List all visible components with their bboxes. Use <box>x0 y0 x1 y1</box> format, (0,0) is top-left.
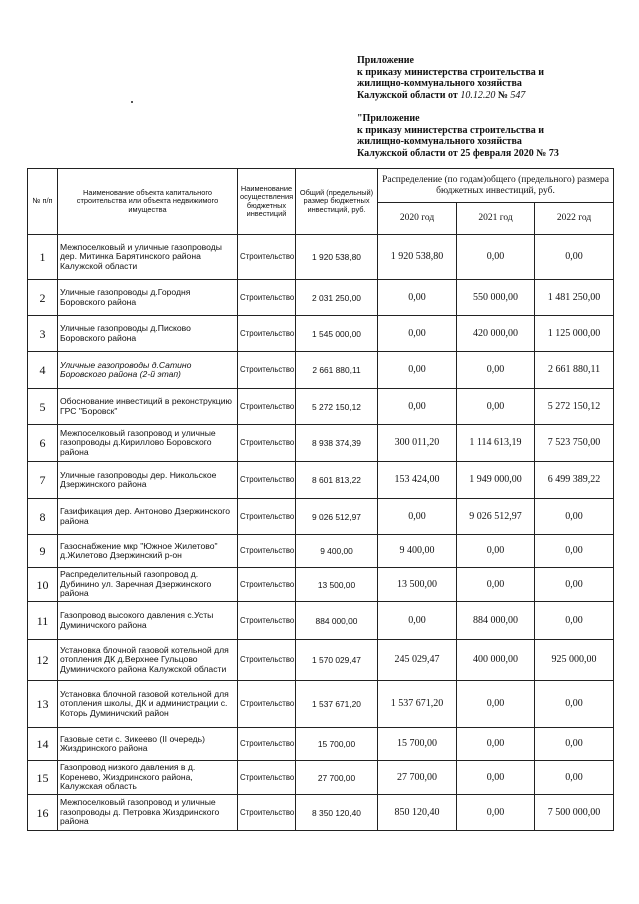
investment-type: Строительство <box>238 535 296 568</box>
col-header-type: Наименование осуществления бюджетных инвестиций <box>238 169 296 235</box>
total-amount: 2 031 250,00 <box>296 280 378 316</box>
amount-2022: 0,00 <box>535 681 614 728</box>
investment-type: Строительство <box>238 462 296 499</box>
amount-2021: 884 000,00 <box>457 602 535 640</box>
row-number: 7 <box>28 462 58 499</box>
object-name: Распределительный газопровод д. Дубинино ул. Заречная Дзержинского района <box>58 568 238 602</box>
investment-type: Строительство <box>238 316 296 352</box>
investment-type: Строительство <box>238 425 296 462</box>
handwritten-number: 547 <box>510 89 526 101</box>
investment-type: Строительство <box>238 761 296 795</box>
amount-2022: 0,00 <box>535 728 614 761</box>
total-amount: 5 272 150,12 <box>296 389 378 425</box>
object-name: Газопровод высокого давления с.Усты Думиничского района <box>58 602 238 640</box>
object-name: Межпоселковый газопровод и уличные газопроводы д.Кириллово Боровского района <box>58 425 238 462</box>
total-amount: 884 000,00 <box>296 602 378 640</box>
amount-2020: 153 424,00 <box>378 462 457 499</box>
row-number: 5 <box>28 389 58 425</box>
object-name: Уличные газопроводы дер. Никольское Дзержинского района <box>58 462 238 499</box>
object-name: Установка блочной газовой котельной для отопления ДК д.Верхнее Гульцово Думиничского района Калужской области <box>58 640 238 681</box>
object-name: Обоснование инвестиций в реконструкцию ГРС "Боровск" <box>58 389 238 425</box>
appendix-title: Приложение <box>357 55 414 66</box>
total-amount: 27 700,00 <box>296 761 378 795</box>
total-amount: 13 500,00 <box>296 568 378 602</box>
object-name: Уличные газопроводы д.Писково Боровского района <box>58 316 238 352</box>
original-appendix-header <box>357 113 627 159</box>
total-amount: 8 350 120,40 <box>296 795 378 831</box>
table-row <box>28 425 614 462</box>
investment-type: Строительство <box>238 499 296 535</box>
appendix-date-line: Калужской области от 10.12.20 № 547 <box>357 89 526 101</box>
amount-2022: 7 500 000,00 <box>535 795 614 831</box>
total-amount: 15 700,00 <box>296 728 378 761</box>
amount-2020: 0,00 <box>378 602 457 640</box>
amount-2021: 1 114 613,19 <box>457 425 535 462</box>
amount-2020: 13 500,00 <box>378 568 457 602</box>
table-row <box>28 795 614 831</box>
object-name: Уличные газопроводы д.Сатино Боровского района (2-й этап) <box>58 352 238 389</box>
amount-2020: 850 120,40 <box>378 795 457 831</box>
object-name: Газовые сети с. Зикеево (II очередь) Жиздринского района <box>58 728 238 761</box>
row-number: 2 <box>28 280 58 316</box>
object-name: Уличные газопроводы д.Городня Боровского района <box>58 280 238 316</box>
appendix-line: жилищно-коммунального хозяйства <box>357 136 522 147</box>
object-name: Межпоселковый и уличные газопроводы дер. Митинка Барятинского района Калужской области <box>58 235 238 280</box>
total-amount: 9 400,00 <box>296 535 378 568</box>
table-row <box>28 640 614 681</box>
amount-2020: 27 700,00 <box>378 761 457 795</box>
amount-2022: 925 000,00 <box>535 640 614 681</box>
amount-2020: 245 029,47 <box>378 640 457 681</box>
row-number: 9 <box>28 535 58 568</box>
amount-2020: 1 920 538,80 <box>378 235 457 280</box>
table-row <box>28 728 614 761</box>
total-amount: 1 545 000,00 <box>296 316 378 352</box>
object-name: Установка блочной газовой котельной для отопления школы, ДК и администрации с. Которь Думиничский район <box>58 681 238 728</box>
col-header-name: Наименование объекта капитального строительства или объекта недвижимого имущества <box>58 169 238 235</box>
row-number: 16 <box>28 795 58 831</box>
amount-2022: 1 125 000,00 <box>535 316 614 352</box>
amount-2022: 0,00 <box>535 568 614 602</box>
table-row <box>28 761 614 795</box>
amount-2021: 0,00 <box>457 535 535 568</box>
stray-mark <box>131 101 133 103</box>
investment-type: Строительство <box>238 795 296 831</box>
investment-type: Строительство <box>238 280 296 316</box>
amount-2021: 400 000,00 <box>457 640 535 681</box>
amount-2022: 0,00 <box>535 235 614 280</box>
total-amount: 1 537 671,20 <box>296 681 378 728</box>
row-number: 3 <box>28 316 58 352</box>
handwritten-date: 10.12.20 <box>460 89 496 101</box>
object-name: Газоснабжение мкр "Южное Жилетово" д.Жилетово Дзержинский р-он <box>58 535 238 568</box>
amount-2021: 0,00 <box>457 728 535 761</box>
object-name: Межпоселковый газопровод и уличные газопроводы д. Петровка Жиздринского района <box>58 795 238 831</box>
amount-2020: 1 537 671,20 <box>378 681 457 728</box>
table-row <box>28 602 614 640</box>
amount-2021: 9 026 512,97 <box>457 499 535 535</box>
amount-2022: 0,00 <box>535 535 614 568</box>
object-name: Газопровод низкого давления в д. Коренево, Жиздринского района, Калужская область <box>58 761 238 795</box>
amount-2020: 0,00 <box>378 316 457 352</box>
table-row <box>28 316 614 352</box>
amount-2022: 0,00 <box>535 761 614 795</box>
total-amount: 1 570 029,47 <box>296 640 378 681</box>
investment-table <box>27 168 614 831</box>
row-number: 13 <box>28 681 58 728</box>
amount-2022: 6 499 389,22 <box>535 462 614 499</box>
total-amount: 8 938 374,39 <box>296 425 378 462</box>
row-number: 11 <box>28 602 58 640</box>
row-number: 4 <box>28 352 58 389</box>
amount-2020: 9 400,00 <box>378 535 457 568</box>
appendix-line: к приказу министерства строительства и <box>357 124 545 136</box>
amount-2020: 0,00 <box>378 280 457 316</box>
total-amount: 8 601 813,22 <box>296 462 378 499</box>
table-row <box>28 280 614 316</box>
investment-type: Строительство <box>238 235 296 280</box>
amount-2021: 0,00 <box>457 352 535 389</box>
table-row <box>28 499 614 535</box>
table-row <box>28 352 614 389</box>
total-amount: 1 920 538,80 <box>296 235 378 280</box>
amount-2021: 0,00 <box>457 761 535 795</box>
amount-2021: 0,00 <box>457 681 535 728</box>
appendix-line: к приказу министерства строительства и <box>357 66 545 78</box>
total-amount: 9 026 512,97 <box>296 499 378 535</box>
investment-type: Строительство <box>238 568 296 602</box>
table-row <box>28 535 614 568</box>
appendix-line: Калужской области от 25 февраля 2020 № 73 <box>357 147 559 159</box>
table-row <box>28 389 614 425</box>
col-header-2021: 2021 год <box>457 203 535 235</box>
investment-type: Строительство <box>238 681 296 728</box>
investment-type: Строительство <box>238 602 296 640</box>
investment-type: Строительство <box>238 728 296 761</box>
amount-2021: 0,00 <box>457 795 535 831</box>
object-name: Газификация дер. Антоново Дзержинского района <box>58 499 238 535</box>
amount-2022: 0,00 <box>535 499 614 535</box>
row-number: 8 <box>28 499 58 535</box>
col-header-2020: 2020 год <box>378 203 457 235</box>
row-number: 1 <box>28 235 58 280</box>
row-number: 14 <box>28 728 58 761</box>
amount-2022: 2 661 880,11 <box>535 352 614 389</box>
amount-2021: 550 000,00 <box>457 280 535 316</box>
amount-2021: 420 000,00 <box>457 316 535 352</box>
appendix-line: жилищно-коммунального хозяйства <box>357 78 522 89</box>
amount-2022: 5 272 150,12 <box>535 389 614 425</box>
amount-2020: 0,00 <box>378 499 457 535</box>
row-number: 12 <box>28 640 58 681</box>
total-amount: 2 661 880,11 <box>296 352 378 389</box>
table-row <box>28 568 614 602</box>
amount-2020: 300 011,20 <box>378 425 457 462</box>
amount-2020: 0,00 <box>378 389 457 425</box>
amount-2020: 15 700,00 <box>378 728 457 761</box>
investment-type: Строительство <box>238 640 296 681</box>
amount-2022: 1 481 250,00 <box>535 280 614 316</box>
amount-2022: 0,00 <box>535 602 614 640</box>
amount-2021: 0,00 <box>457 568 535 602</box>
table-row <box>28 235 614 280</box>
table-row <box>28 681 614 728</box>
table-row <box>28 462 614 499</box>
investment-type: Строительство <box>238 352 296 389</box>
col-header-total: Общий (предельный) размер бюджетных инвестиций, руб. <box>296 169 378 235</box>
investment-type: Строительство <box>238 389 296 425</box>
amount-2022: 7 523 750,00 <box>535 425 614 462</box>
amount-2020: 0,00 <box>378 352 457 389</box>
amount-2021: 0,00 <box>457 235 535 280</box>
amount-2021: 0,00 <box>457 389 535 425</box>
appendix-title: "Приложение <box>357 113 420 124</box>
row-number: 15 <box>28 761 58 795</box>
appendix-header <box>357 55 627 101</box>
col-header-num: № п/п <box>28 169 58 235</box>
row-number: 10 <box>28 568 58 602</box>
row-number: 6 <box>28 425 58 462</box>
col-header-2022: 2022 год <box>535 203 614 235</box>
amount-2021: 1 949 000,00 <box>457 462 535 499</box>
col-header-distribution: Распределение (по годам)общего (предельного) размера бюджетных инвестиций, руб. <box>378 169 614 203</box>
